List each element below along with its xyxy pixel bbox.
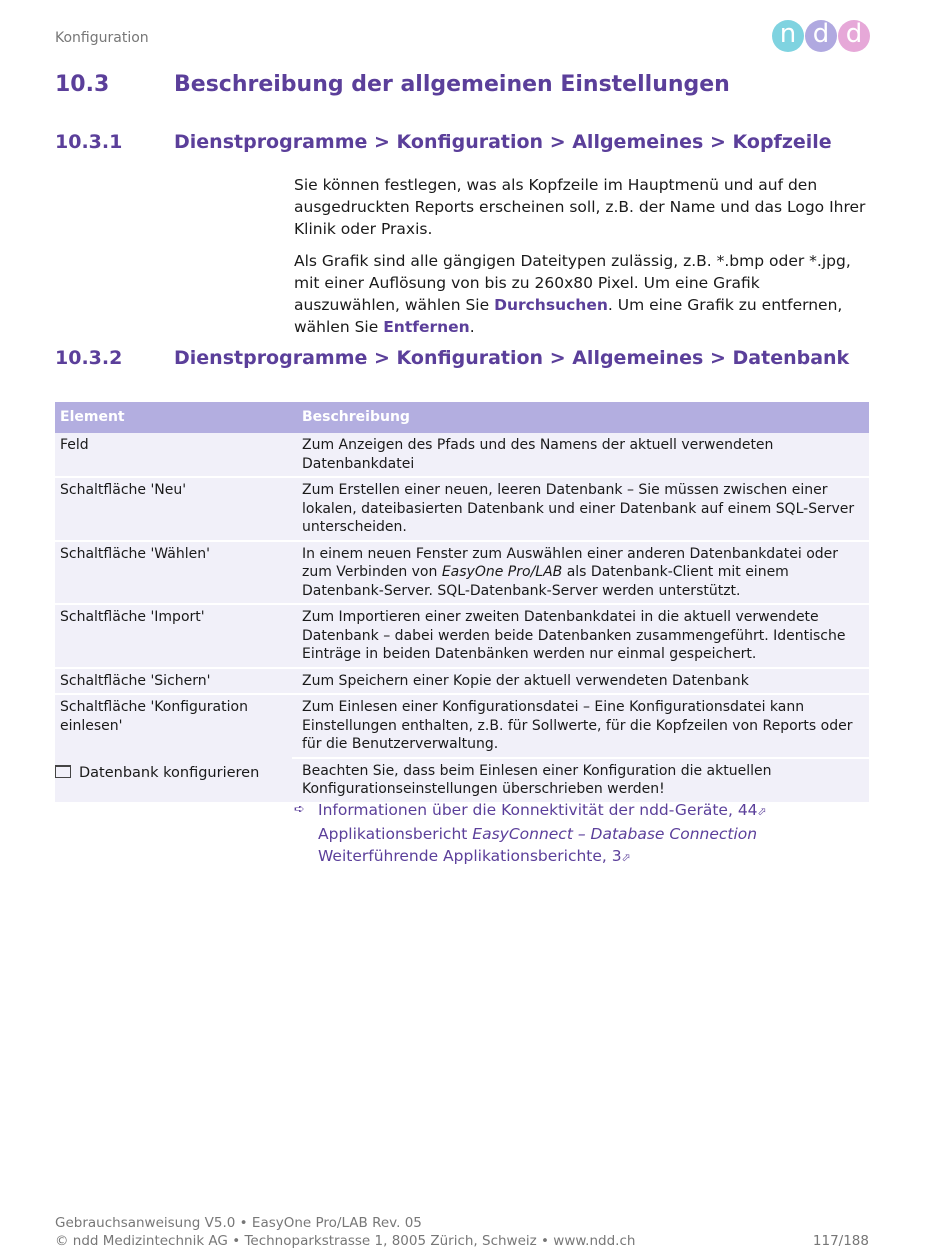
table-cell-element: Schaltfläche 'Neu': [55, 477, 292, 541]
product-name: EasyOne Pro/LAB: [441, 564, 563, 580]
subsection-number: 10.3.1: [55, 131, 123, 153]
table-cell-description: Zum Importieren einer zweiten Datenbankdatei in die aktuell verwendete Datenbank – dabei werden beide Datenbanken zusammengeführt. Identische Einträge in beiden Datenbänken werden nur einmal gespeichert.: [292, 604, 869, 668]
subsection-title: Dienstprogramme > Konfiguration > Allgemeines > Datenbank: [174, 347, 850, 369]
logo-letter-d1: d: [805, 20, 837, 52]
table-cell-description: Zum Einlesen einer Konfigurationsdatei – Eine Konfigurationsdatei kann Einstellungen enthalten, z.B. für Sollwerte, für die Kopfzeilen von Reports oder für die Benutzerverwaltung.: [292, 694, 869, 758]
figure-caption: [55, 765, 259, 781]
cross-references: [294, 799, 767, 869]
logo-letter-d2: d: [838, 20, 870, 52]
reference-arrow-icon: ➪: [294, 802, 305, 817]
section-heading: [55, 72, 730, 97]
table-row: [55, 694, 869, 758]
footer-company-info: © ndd Medizintechnik AG • Technoparkstrasse 1, 8005 Zürich, Schweiz • www.ndd.ch: [55, 1233, 636, 1249]
table-cell-element: Feld: [55, 433, 292, 477]
footer-document-info: Gebrauchsanweisung V5.0 • EasyOne Pro/LAB Rev. 05: [55, 1215, 422, 1231]
table-cell-description: [292, 541, 869, 605]
external-link-icon: ⬀: [757, 805, 767, 818]
reference-title: EasyConnect – Database Connection: [472, 825, 758, 843]
reference-link-konnektivitaet[interactable]: [318, 799, 767, 823]
table-row: [55, 433, 869, 477]
external-link-icon: ⬀: [621, 851, 631, 864]
table-cell-description: Zum Erstellen einer neuen, leeren Datenbank – Sie müssen zwischen einer lokalen, dateibasierten Datenbank und einer Datenbank auf einem SQL-Server unterscheiden.: [292, 477, 869, 541]
column-header-element: Element: [55, 402, 292, 433]
para2-text-c: .: [469, 318, 475, 336]
table-header-row: [55, 402, 869, 433]
durchsuchen-link[interactable]: Durchsuchen: [494, 296, 608, 314]
table-cell-element: Schaltfläche 'Wählen': [55, 541, 292, 605]
subsection-title: Dienstprogramme > Konfiguration > Allgemeines > Kopfzeile: [174, 131, 832, 153]
table-row: [55, 541, 869, 605]
logo-letter-n: n: [772, 20, 804, 52]
reference-link-applikationsberichte[interactable]: [318, 845, 767, 869]
table-row: [55, 668, 869, 695]
table-cell-element: Schaltfläche 'Sichern': [55, 668, 292, 695]
page-number: 117/188: [812, 1233, 869, 1249]
datenbank-table: [55, 402, 869, 804]
reference-text: Applikationsbericht: [318, 825, 473, 843]
desc-text-b: als Datenbank-Client mit einem Datenbank-Server. SQL-Datenbank-Server werden unterstützt.: [302, 564, 789, 599]
column-header-beschreibung: Beschreibung: [292, 402, 869, 433]
kopfzeile-paragraph-1: Sie können festlegen, was als Kopfzeile im Hauptmenü und auf den ausgedruckten Reports erscheinen soll, z.B. der Name und das Logo Ihrer Klinik oder Praxis.: [294, 176, 866, 238]
reference-text: Weiterführende Applikationsberichte, 3: [318, 847, 622, 865]
entfernen-link[interactable]: Entfernen: [383, 318, 470, 336]
reference-link-easyconnect[interactable]: [318, 823, 767, 845]
subsection-number: 10.3.2: [55, 347, 123, 369]
ndd-logo: [772, 20, 872, 54]
window-icon: [55, 765, 71, 778]
table-cell-description: Zum Anzeigen des Pfads und des Namens der aktuell verwendeten Datenbankdatei: [292, 433, 869, 477]
para2-text-a: Als Grafik sind alle gängigen Dateitypen zulässig, z.B. *.bmp oder *.jpg, mit einer Auflösung von bis zu 260x80 Pixel. Um eine Grafik auszuwählen, wählen Sie: [294, 252, 851, 314]
para2-text-b: . Um eine Grafik zu entfernen, wählen Sie: [294, 296, 843, 336]
reference-text: Informationen über die Konnektivität der ndd-Geräte, 44: [318, 801, 758, 819]
table-cell-element: Schaltfläche 'Konfiguration einlesen': [55, 694, 292, 803]
caption-text: Datenbank konfigurieren: [79, 765, 260, 781]
section-number: 10.3: [55, 72, 110, 97]
table-cell-description: Zum Speichern einer Kopie der aktuell verwendeten Datenbank: [292, 668, 869, 695]
table-row: [55, 477, 869, 541]
subsection-heading-kopfzeile: [55, 131, 832, 153]
kopfzeile-paragraph-2: [294, 250, 869, 338]
section-title: Beschreibung der allgemeinen Einstellungen: [174, 72, 730, 97]
table-cell-element: Schaltfläche 'Import': [55, 604, 292, 668]
subsection-heading-datenbank: [55, 347, 849, 369]
desc-text-a: In einem neuen Fenster zum Auswählen einer anderen Datenbankdatei oder zum Verbinden von: [302, 545, 839, 580]
table-cell-note: Beachten Sie, dass beim Einlesen einer Konfiguration die aktuellen Konfigurationseinstellungen überschrieben werden!: [292, 758, 869, 803]
table-row: [55, 604, 869, 668]
running-header: Konfiguration: [55, 30, 149, 46]
